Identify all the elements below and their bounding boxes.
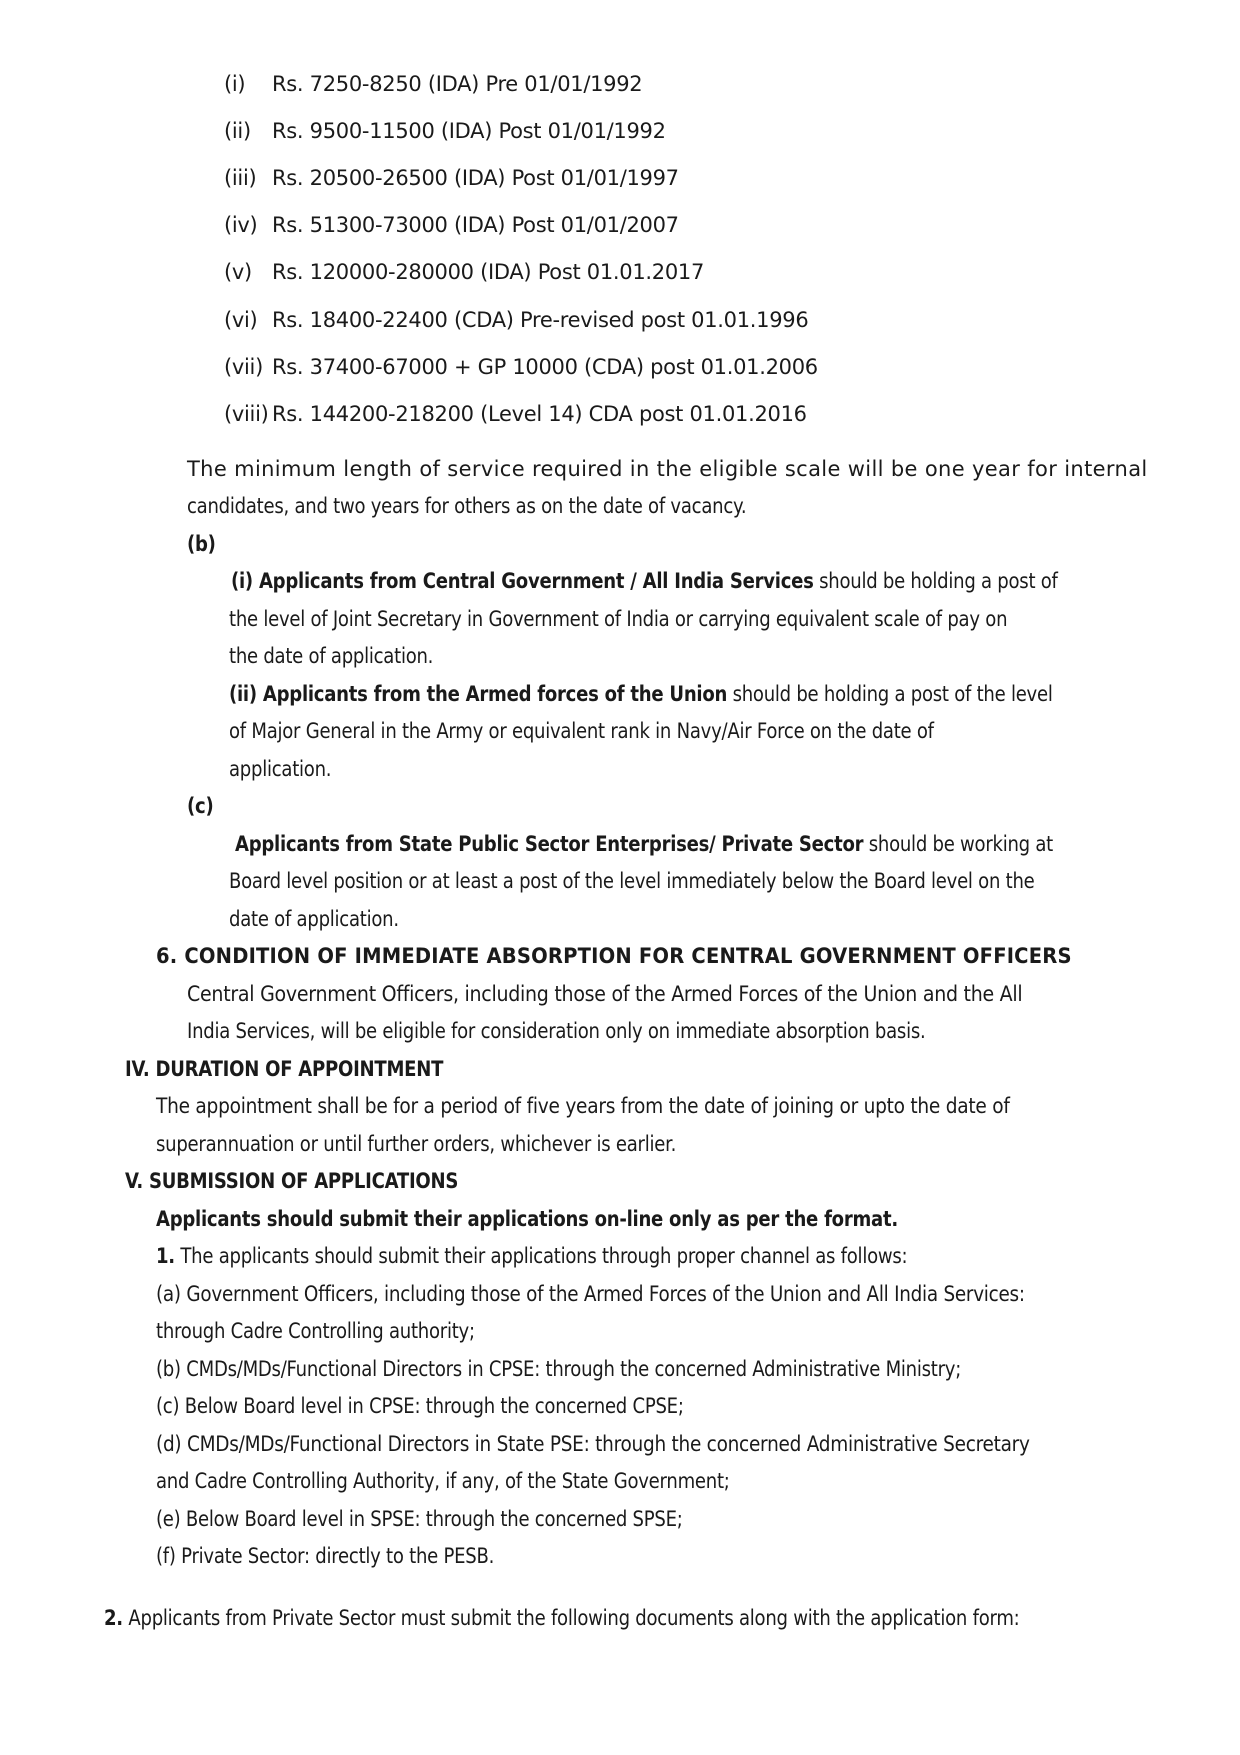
section-iv-text: The appointment shall be for a period of five years from the date of joining or upto the date of [156, 1094, 1010, 1118]
section-6-heading: 6. CONDITION OF IMMEDIATE ABSORPTION FOR CENTRAL GOVERNMENT OFFICERS [156, 944, 1072, 968]
min-service-text: The minimum length of service required in the eligible scale will be one year for internal [187, 457, 1148, 481]
channel-item: (d) CMDs/MDs/Functional Directors in State PSE: through the concerned Administrative Secretary [156, 1432, 1030, 1456]
channel-item: (e) Below Board level in SPSE: through the concerned SPSE; [156, 1507, 683, 1531]
section-c-text: date of application. [229, 907, 399, 931]
pay-scale-item: (v) Rs. 120000-280000 (IDA) Post 01.01.2017 [224, 260, 705, 284]
section-c-label: (c) [187, 794, 214, 818]
channel-item: (c) Below Board level in CPSE: through the concerned CPSE; [156, 1394, 684, 1418]
pay-scale-item: (ii) Rs. 9500-11500 (IDA) Post 01/01/1992 [224, 119, 666, 143]
section-b-i-text: (i) Applicants from Central Government / All India Services should be holding a post of [231, 569, 1058, 593]
section-iv-heading: IV. DURATION OF APPOINTMENT [125, 1057, 444, 1081]
submission-item-1: 1. The applicants should submit their applications through proper channel as follows: [156, 1244, 908, 1268]
min-service-text: candidates, and two years for others as on the date of vacancy. [187, 494, 747, 518]
channel-item: through Cadre Controlling authority; [156, 1319, 475, 1343]
channel-item: (a) Government Officers, including those of the Armed Forces of the Union and All India Services: [156, 1282, 1025, 1306]
section-b-i-text: the level of Joint Secretary in Government of India or carrying equivalent scale of pay on [229, 607, 1008, 631]
submission-item-2: 2. Applicants from Private Sector must submit the following documents along with the application form: [104, 1606, 1020, 1630]
channel-item: (b) CMDs/MDs/Functional Directors in CPSE: through the concerned Administrative Ministry; [156, 1357, 962, 1381]
pay-scale-item: (iv) Rs. 51300-73000 (IDA) Post 01/01/2007 [224, 213, 679, 237]
pay-scale-item: (viii) Rs. 144200-218200 (Level 14) CDA post 01.01.2016 [224, 402, 807, 426]
section-b-ii-text: (ii) Applicants from the Armed forces of the Union should be holding a post of the level [229, 682, 1053, 706]
section-6-text: India Services, will be eligible for consideration only on immediate absorption basis. [187, 1019, 926, 1043]
section-b-label: (b) [187, 532, 216, 556]
section-6-text: Central Government Officers, including those of the Armed Forces of the Union and the All [187, 982, 1023, 1006]
channel-item: and Cadre Controlling Authority, if any, of the State Government; [156, 1469, 730, 1493]
section-iv-text: superannuation or until further orders, whichever is earlier. [156, 1132, 677, 1156]
pay-scale-item: (i) Rs. 7250-8250 (IDA) Pre 01/01/1992 [224, 72, 643, 96]
section-v-heading: V. SUBMISSION OF APPLICATIONS [125, 1169, 459, 1193]
section-b-i-text: the date of application. [229, 644, 434, 668]
pay-scale-item: (vii) Rs. 37400-67000 + GP 10000 (CDA) post 01.01.2006 [224, 355, 818, 379]
channel-item: (f) Private Sector: directly to the PESB. [156, 1544, 495, 1568]
pay-scale-item: (iii) Rs. 20500-26500 (IDA) Post 01/01/1997 [224, 166, 679, 190]
online-note: Applicants should submit their applications on-line only as per the format. [156, 1207, 898, 1231]
section-c-text: Board level position or at least a post of the level immediately below the Board level on the [229, 869, 1035, 893]
section-c-text: Applicants from State Public Sector Enterprises/ Private Sector should be working at [235, 832, 1053, 856]
section-b-ii-text: application. [229, 757, 332, 781]
section-b-ii-text: of Major General in the Army or equivalent rank in Navy/Air Force on the date of [229, 719, 934, 743]
pay-scale-item: (vi) Rs. 18400-22400 (CDA) Pre-revised post 01.01.1996 [224, 308, 809, 332]
